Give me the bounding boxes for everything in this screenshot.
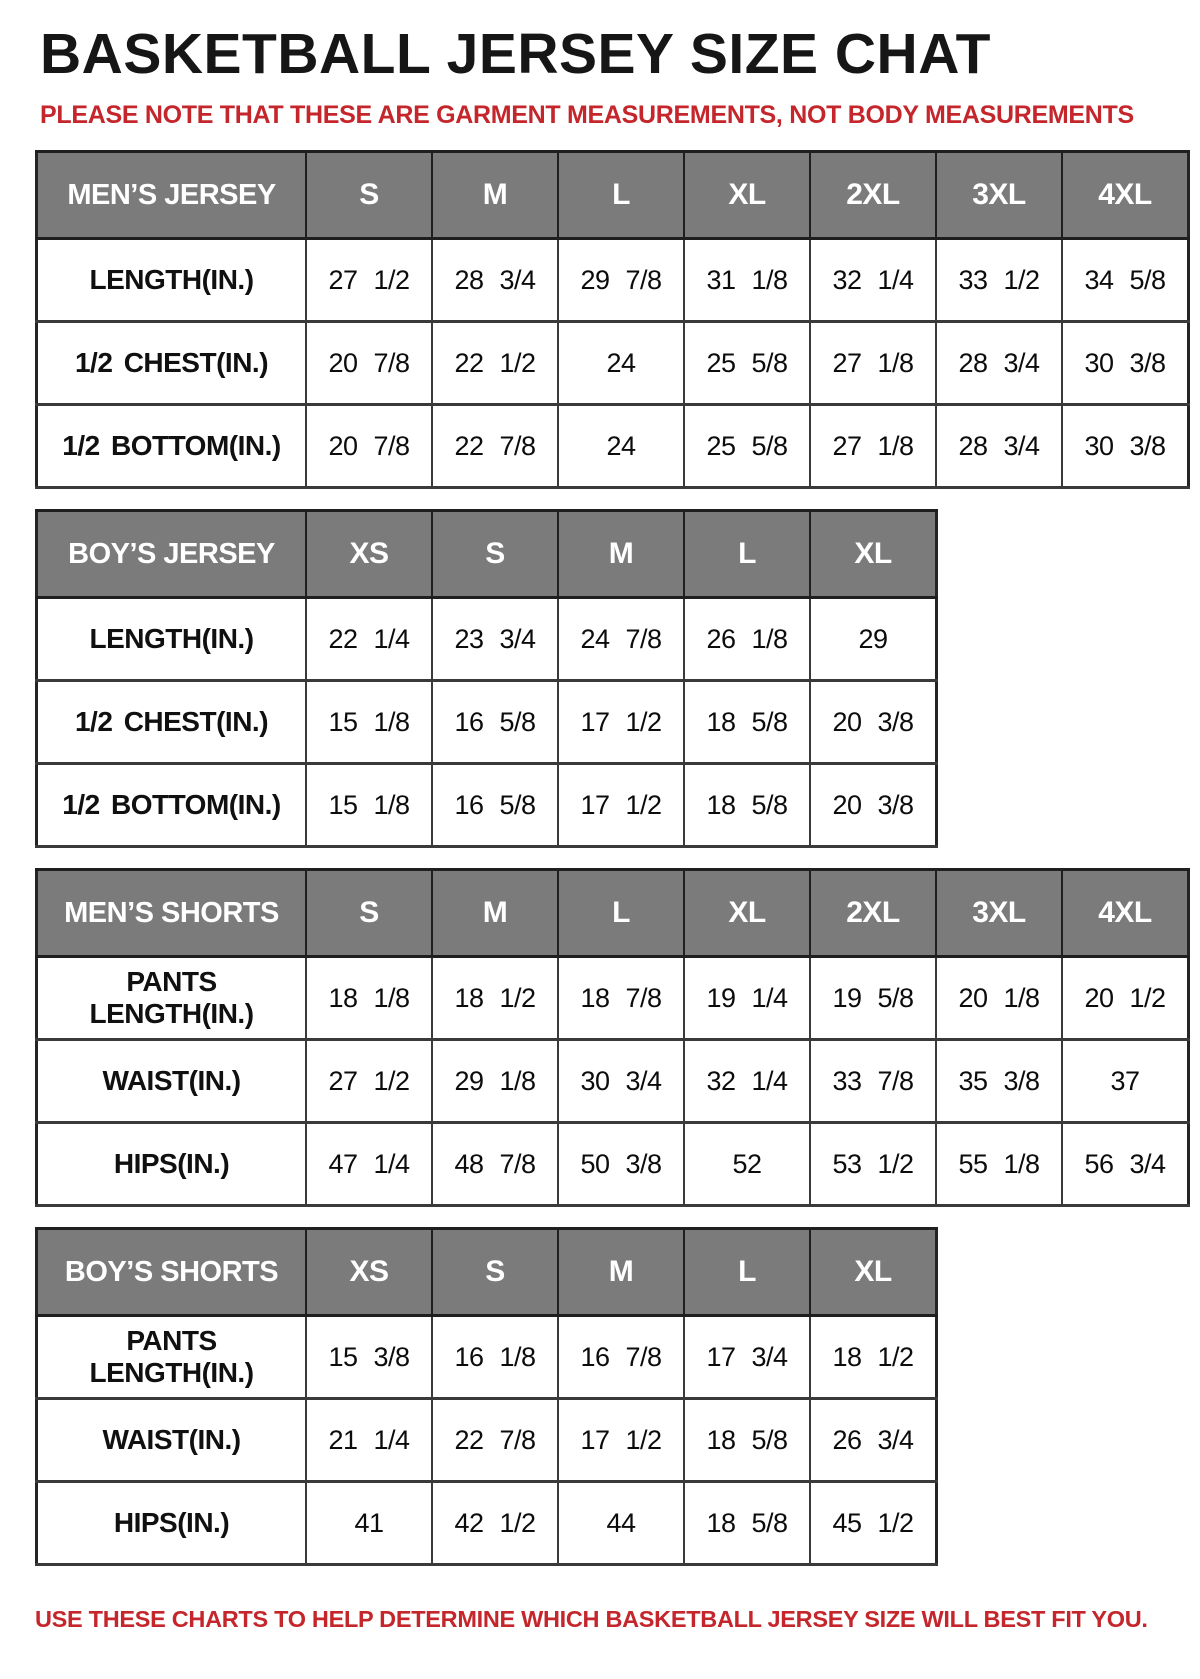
- value-cell: 22 1/4: [306, 598, 432, 681]
- value-cell: 18 5/8: [684, 1482, 810, 1565]
- value-cell: 32 1/4: [684, 1040, 810, 1123]
- value-cell: 29: [810, 598, 937, 681]
- table-title-cell: BOY’S JERSEY: [37, 511, 307, 598]
- value-cell: 20 7/8: [306, 322, 432, 405]
- value-cell: 19 1/4: [684, 957, 810, 1040]
- size-header-cell: L: [558, 152, 684, 239]
- row-label-cell: 1/2 CHEST(IN.): [37, 681, 307, 764]
- value-cell: 20 3/8: [810, 764, 937, 847]
- value-cell: 17 1/2: [558, 1399, 684, 1482]
- value-cell: 17 1/2: [558, 764, 684, 847]
- table-row: [37, 1482, 937, 1565]
- size-header-cell: S: [432, 1229, 558, 1316]
- size-header-cell: XS: [306, 1229, 432, 1316]
- value-cell: 16 1/8: [432, 1316, 558, 1399]
- header-row: [37, 511, 937, 598]
- value-cell: 20 1/2: [1062, 957, 1189, 1040]
- value-cell: 24: [558, 405, 684, 488]
- value-cell: 27 1/2: [306, 1040, 432, 1123]
- value-cell: 25 5/8: [684, 405, 810, 488]
- value-cell: 47 1/4: [306, 1123, 432, 1206]
- value-cell: 53 1/2: [810, 1123, 936, 1206]
- table-row: [37, 322, 1189, 405]
- value-cell: 41: [306, 1482, 432, 1565]
- value-cell: 56 3/4: [1062, 1123, 1189, 1206]
- value-cell: 24 7/8: [558, 598, 684, 681]
- value-cell: 22 1/2: [432, 322, 558, 405]
- size-header-cell: 2XL: [810, 870, 936, 957]
- value-cell: 17 1/2: [558, 681, 684, 764]
- table-row: [37, 1399, 937, 1482]
- table-title-cell: BOY’S SHORTS: [37, 1229, 307, 1316]
- size-table-men-s-shorts: [35, 868, 1190, 1207]
- size-header-cell: 3XL: [936, 152, 1062, 239]
- size-header-cell: 2XL: [810, 152, 936, 239]
- size-header-cell: XL: [684, 152, 810, 239]
- value-cell: 16 7/8: [558, 1316, 684, 1399]
- size-header-cell: L: [684, 511, 810, 598]
- size-header-cell: XS: [306, 511, 432, 598]
- value-cell: 16 5/8: [432, 764, 558, 847]
- size-header-cell: 4XL: [1062, 870, 1189, 957]
- value-cell: 44: [558, 1482, 684, 1565]
- table-row: [37, 681, 937, 764]
- value-cell: 15 1/8: [306, 764, 432, 847]
- header-row: [37, 870, 1189, 957]
- value-cell: 17 3/4: [684, 1316, 810, 1399]
- value-cell: 29 7/8: [558, 239, 684, 322]
- value-cell: 50 3/8: [558, 1123, 684, 1206]
- size-header-cell: XL: [810, 1229, 937, 1316]
- value-cell: 27 1/8: [810, 405, 936, 488]
- row-label-cell: 1/2 CHEST(IN.): [37, 322, 307, 405]
- value-cell: 29 1/8: [432, 1040, 558, 1123]
- table-row: [37, 1040, 1189, 1123]
- table-title-cell: MEN’S SHORTS: [37, 870, 307, 957]
- size-header-cell: M: [558, 511, 684, 598]
- value-cell: 18 5/8: [684, 681, 810, 764]
- row-label-cell: 1/2 BOTTOM(IN.): [37, 405, 307, 488]
- value-cell: 33 1/2: [936, 239, 1062, 322]
- value-cell: 26 3/4: [810, 1399, 937, 1482]
- value-cell: 30 3/8: [1062, 322, 1189, 405]
- page-title: BASKETBALL JERSEY SIZE CHAT: [40, 22, 991, 86]
- value-cell: 32 1/4: [810, 239, 936, 322]
- value-cell: 37: [1062, 1040, 1189, 1123]
- value-cell: 35 3/8: [936, 1040, 1062, 1123]
- tables-container: [0, 150, 1200, 1566]
- value-cell: 28 3/4: [936, 405, 1062, 488]
- value-cell: 25 5/8: [684, 322, 810, 405]
- row-label-cell: LENGTH(IN.): [37, 239, 307, 322]
- value-cell: 15 1/8: [306, 681, 432, 764]
- size-header-cell: M: [432, 152, 558, 239]
- value-cell: 20 3/8: [810, 681, 937, 764]
- value-cell: 24: [558, 322, 684, 405]
- size-header-cell: 4XL: [1062, 152, 1189, 239]
- size-table-men-s-jersey: [35, 150, 1190, 489]
- size-header-cell: S: [306, 870, 432, 957]
- size-header-cell: M: [558, 1229, 684, 1316]
- table-row: [37, 957, 1189, 1040]
- value-cell: 42 1/2: [432, 1482, 558, 1565]
- row-label-cell: HIPS(IN.): [37, 1123, 307, 1206]
- garment-measurements-note: PLEASE NOTE THAT THESE ARE GARMENT MEASUREMENTS, NOT BODY MEASUREMENTS: [40, 100, 1134, 129]
- value-cell: 19 5/8: [810, 957, 936, 1040]
- row-label-cell: WAIST(IN.): [37, 1399, 307, 1482]
- value-cell: 27 1/2: [306, 239, 432, 322]
- size-header-cell: M: [432, 870, 558, 957]
- size-header-cell: 3XL: [936, 870, 1062, 957]
- table-row: [37, 405, 1189, 488]
- value-cell: 26 1/8: [684, 598, 810, 681]
- value-cell: 28 3/4: [432, 239, 558, 322]
- value-cell: 20 7/8: [306, 405, 432, 488]
- size-table-boy-s-jersey: [35, 509, 938, 848]
- size-table-boy-s-shorts: [35, 1227, 938, 1566]
- value-cell: 15 3/8: [306, 1316, 432, 1399]
- value-cell: 18 1/2: [432, 957, 558, 1040]
- size-header-cell: S: [432, 511, 558, 598]
- value-cell: 23 3/4: [432, 598, 558, 681]
- value-cell: 55 1/8: [936, 1123, 1062, 1206]
- value-cell: 21 1/4: [306, 1399, 432, 1482]
- value-cell: 33 7/8: [810, 1040, 936, 1123]
- header-row: [37, 1229, 937, 1316]
- table-row: [37, 598, 937, 681]
- table-row: [37, 1316, 937, 1399]
- table-title-cell: MEN’S JERSEY: [37, 152, 307, 239]
- footer-note: USE THESE CHARTS TO HELP DETERMINE WHICH BASKETBALL JERSEY SIZE WILL BEST FIT YOU.: [35, 1606, 1148, 1633]
- value-cell: 18 7/8: [558, 957, 684, 1040]
- value-cell: 31 1/8: [684, 239, 810, 322]
- value-cell: 18 5/8: [684, 1399, 810, 1482]
- value-cell: 18 5/8: [684, 764, 810, 847]
- size-header-cell: S: [306, 152, 432, 239]
- value-cell: 20 1/8: [936, 957, 1062, 1040]
- header-row: [37, 152, 1189, 239]
- value-cell: 22 7/8: [432, 1399, 558, 1482]
- size-header-cell: L: [558, 870, 684, 957]
- value-cell: 30 3/4: [558, 1040, 684, 1123]
- value-cell: 45 1/2: [810, 1482, 937, 1565]
- value-cell: 52: [684, 1123, 810, 1206]
- table-row: [37, 239, 1189, 322]
- value-cell: 28 3/4: [936, 322, 1062, 405]
- size-header-cell: XL: [684, 870, 810, 957]
- row-label-cell: 1/2 BOTTOM(IN.): [37, 764, 307, 847]
- value-cell: 18 1/8: [306, 957, 432, 1040]
- value-cell: 27 1/8: [810, 322, 936, 405]
- table-row: [37, 1123, 1189, 1206]
- size-header-cell: L: [684, 1229, 810, 1316]
- row-label-cell: HIPS(IN.): [37, 1482, 307, 1565]
- value-cell: 30 3/8: [1062, 405, 1189, 488]
- value-cell: 22 7/8: [432, 405, 558, 488]
- value-cell: 34 5/8: [1062, 239, 1189, 322]
- value-cell: 16 5/8: [432, 681, 558, 764]
- row-label-cell: PANTS LENGTH(IN.): [37, 957, 307, 1040]
- value-cell: 18 1/2: [810, 1316, 937, 1399]
- row-label-cell: WAIST(IN.): [37, 1040, 307, 1123]
- value-cell: 48 7/8: [432, 1123, 558, 1206]
- row-label-cell: PANTS LENGTH(IN.): [37, 1316, 307, 1399]
- row-label-cell: LENGTH(IN.): [37, 598, 307, 681]
- table-row: [37, 764, 937, 847]
- size-header-cell: XL: [810, 511, 937, 598]
